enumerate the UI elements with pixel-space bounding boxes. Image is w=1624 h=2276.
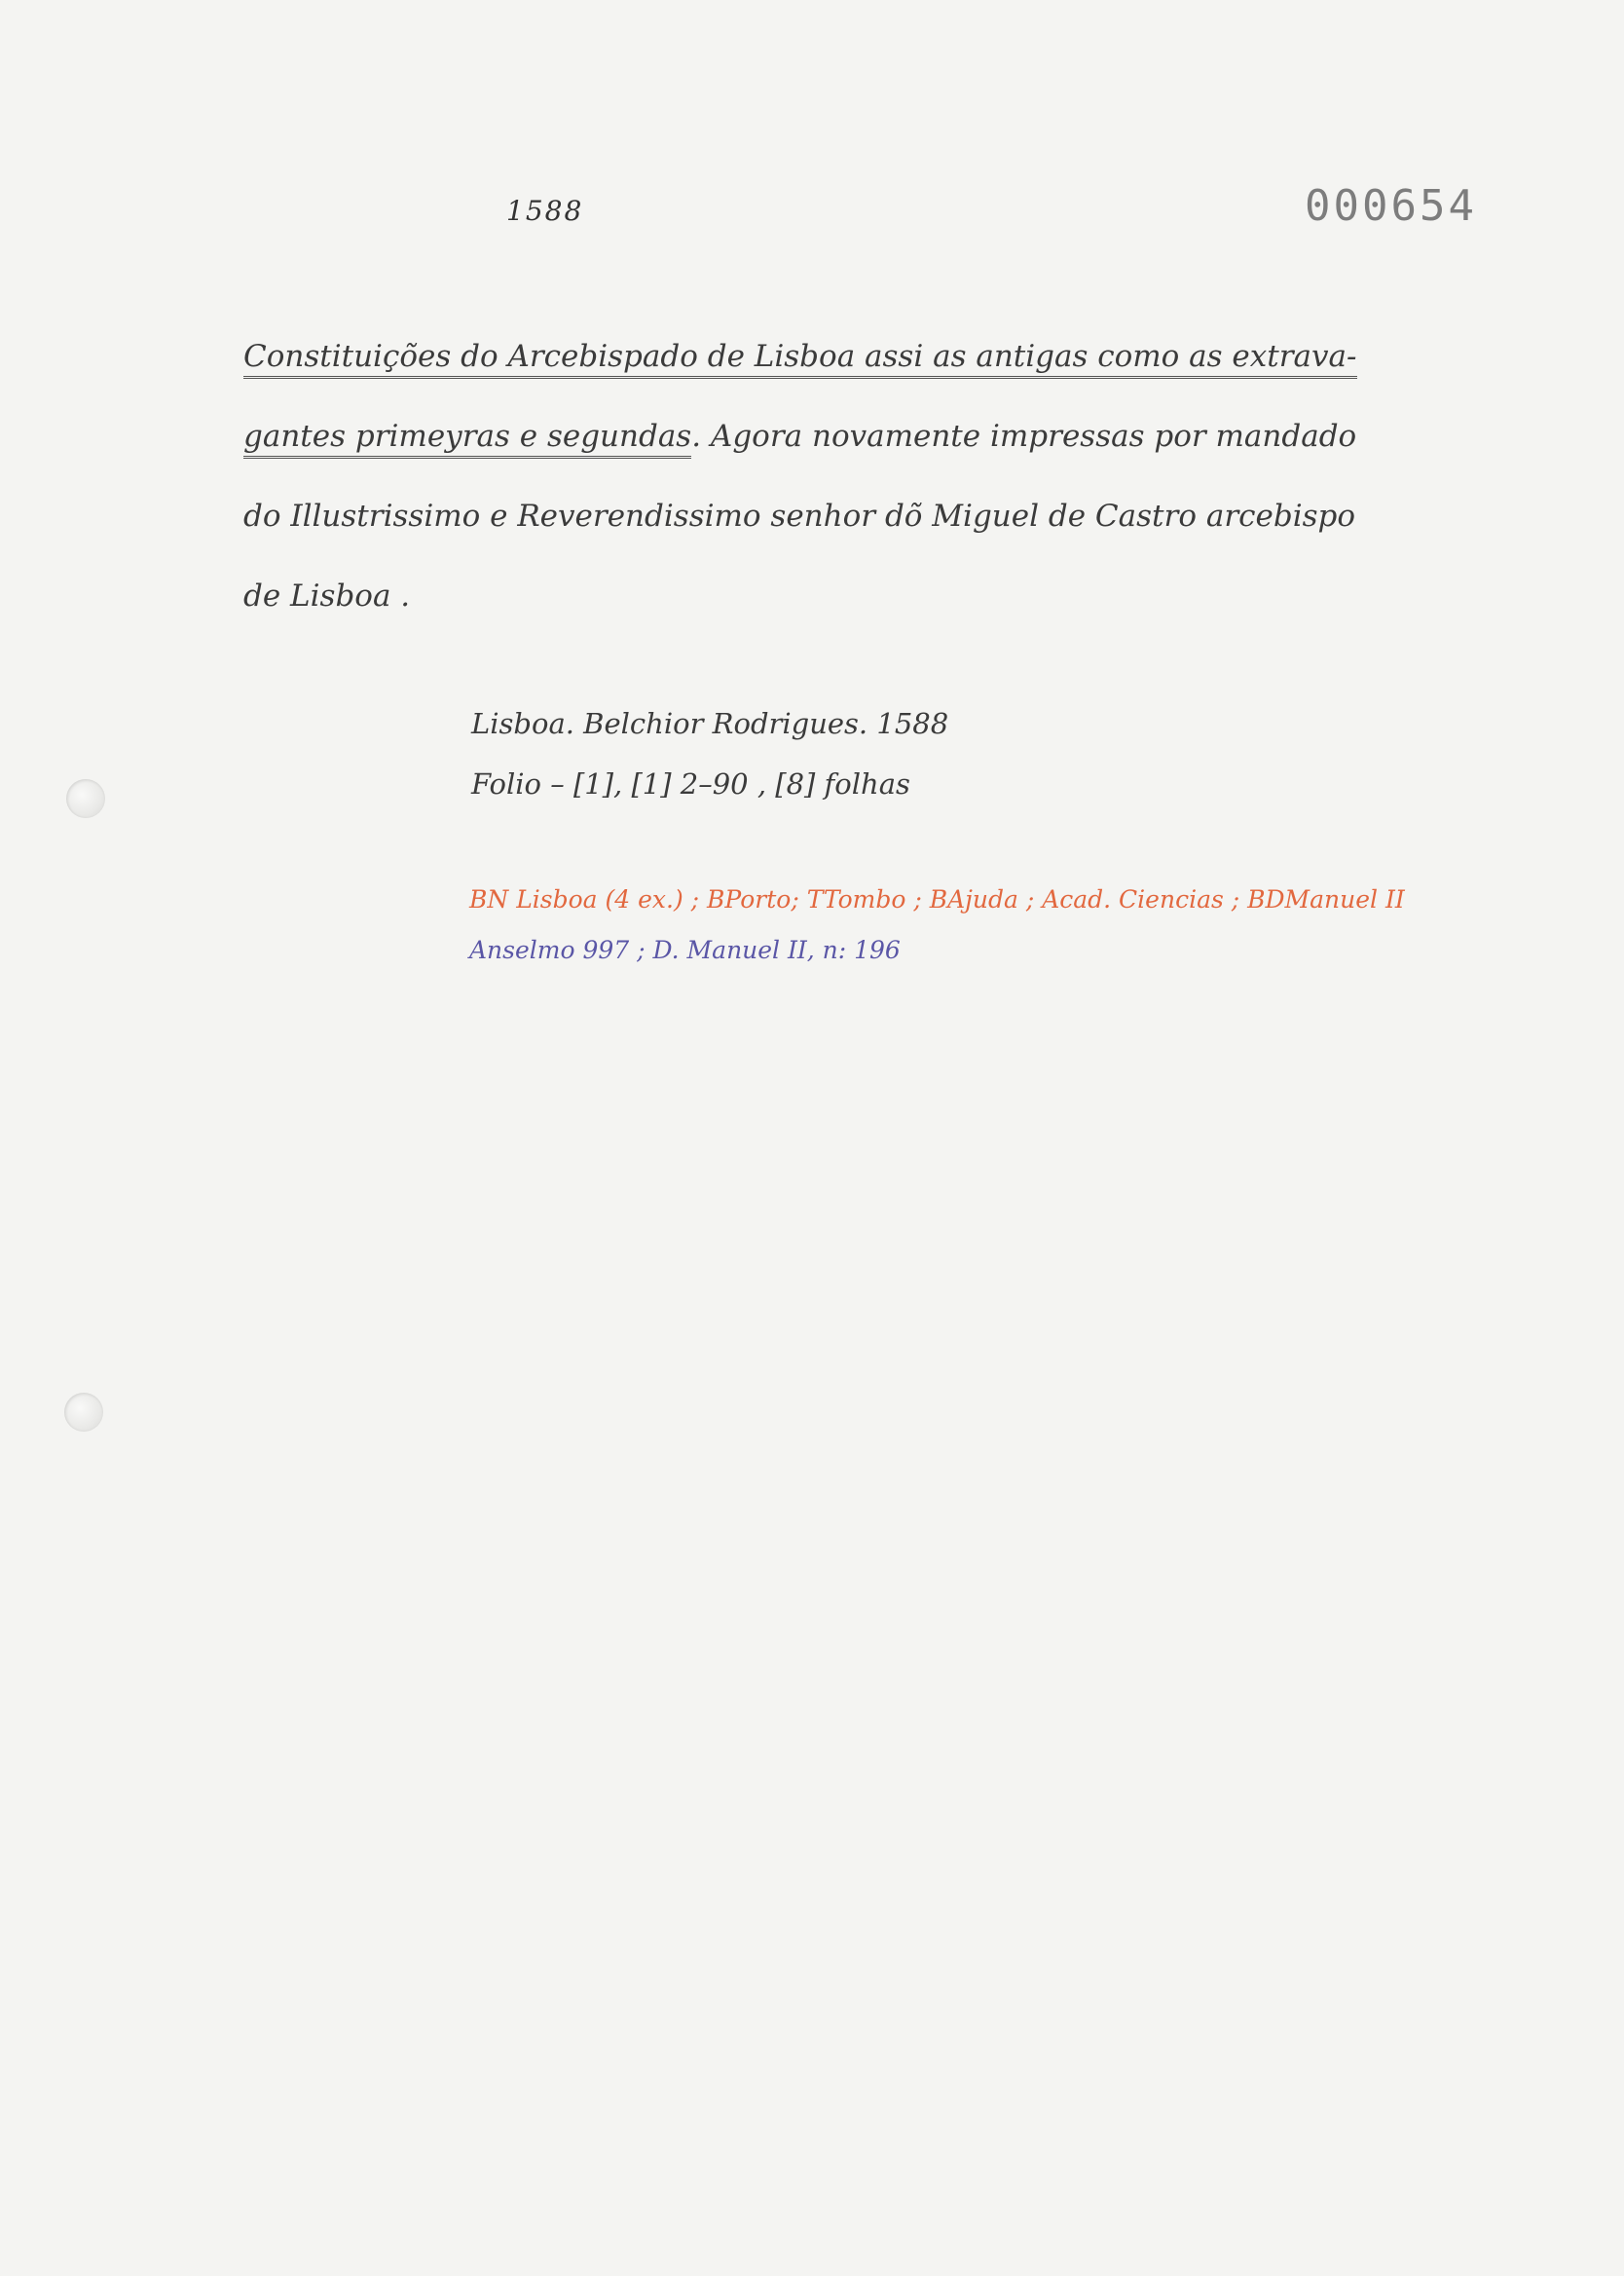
- title-line-2-rest: . Agora novamente impressas por mandado: [691, 419, 1357, 454]
- title-line-2: [243, 396, 1451, 476]
- punch-hole-upper: [66, 779, 105, 818]
- imprint-collation: Folio – [1], [1] 2–90 , [8] folhas: [471, 767, 910, 801]
- title-line-1-text: Constituições do Arcebispado de Lisboa assi as antigas como as extrava-: [243, 339, 1357, 379]
- imprint-block: [471, 693, 948, 814]
- title-line-4: de Lisboa .: [243, 578, 411, 614]
- title-block: [243, 317, 1451, 636]
- title-line-2-underlined: gantes primeyras e segundas: [243, 419, 691, 459]
- card-stamp-number: 000654: [1305, 181, 1477, 231]
- holdings-libraries: BN Lisboa (4 ex.) ; BPorto; TTombo ; BAjuda ; Acad. Ciencias ; BDManuel II: [469, 885, 1405, 914]
- imprint-publication: Lisboa. Belchior Rodrigues. 1588: [471, 707, 949, 740]
- holdings-block: [469, 875, 1405, 976]
- punch-hole-lower: [64, 1393, 103, 1432]
- card-year: 1588: [506, 195, 584, 227]
- title-line-1: [243, 317, 1451, 396]
- title-line-3: do Illustrissimo e Reverendissimo senhor dõ Miguel de Castro arcebispo: [243, 499, 1356, 534]
- holdings-references: Anselmo 997 ; D. Manuel II, n: 196: [469, 936, 901, 964]
